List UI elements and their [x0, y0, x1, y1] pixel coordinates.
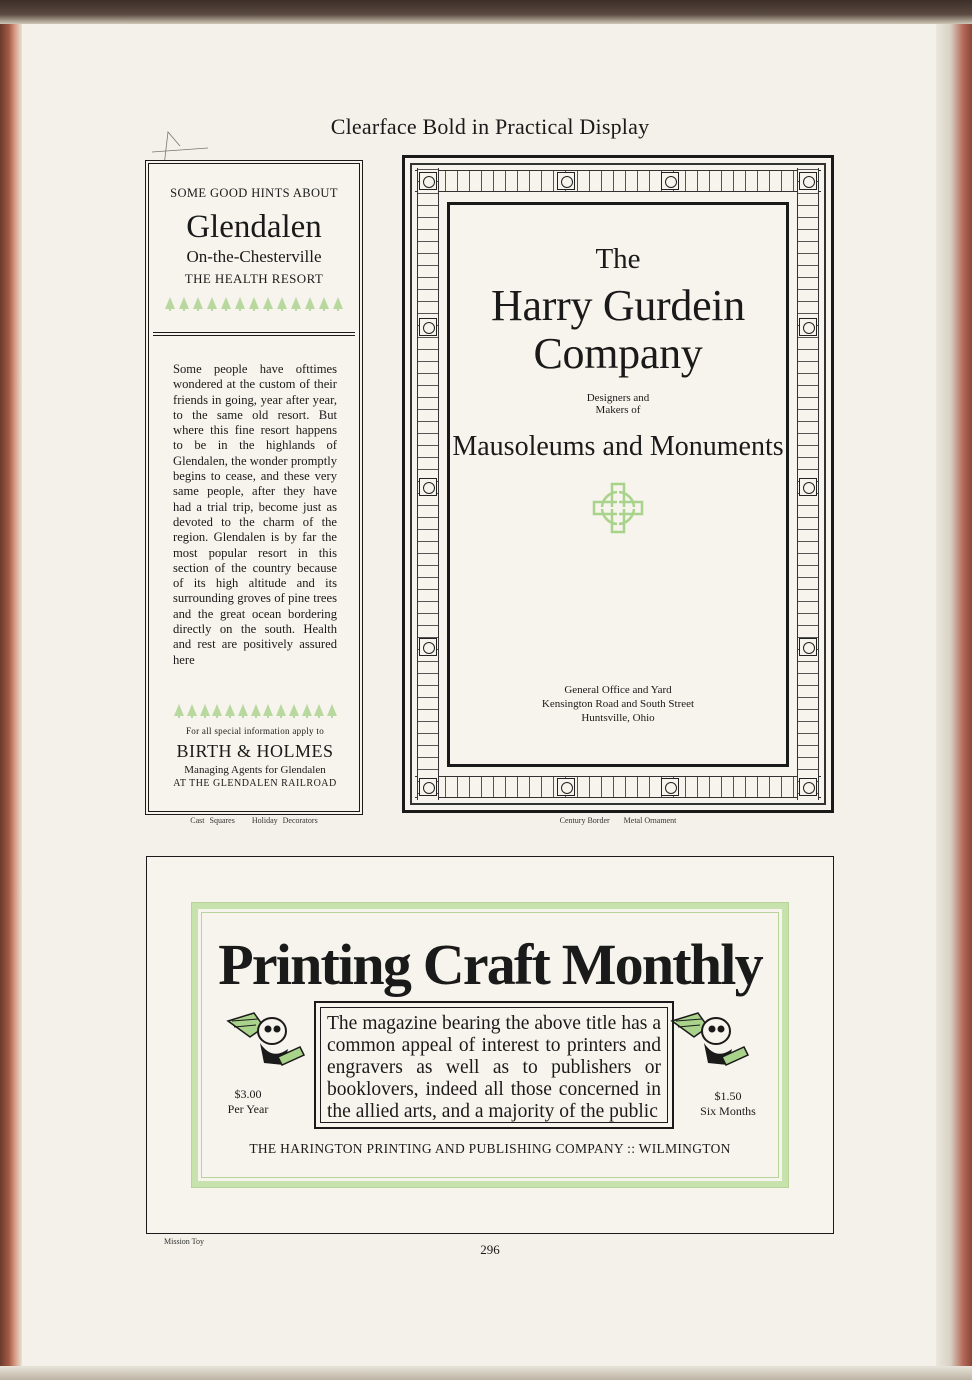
glendalen-advertisement — [145, 160, 363, 815]
half-year-price — [688, 1089, 768, 1119]
corner-medallion-icon — [419, 172, 437, 190]
century-border-bottom — [415, 776, 821, 798]
pine-tree-icon — [206, 297, 218, 311]
glendalen-footer — [173, 726, 337, 789]
hints-line: SOME GOOD HINTS ABOUT — [170, 186, 338, 200]
owl-mascot-icon — [668, 1007, 754, 1073]
designers-line-1: Designers and — [586, 392, 650, 404]
caption-metal-ornament: Metal Ornament — [623, 816, 677, 825]
pine-tree-icon — [288, 704, 299, 718]
magazine-description-box — [314, 1001, 674, 1129]
pine-tree-ornament-row — [153, 297, 355, 311]
harry-gurdein-advertisement — [402, 155, 834, 813]
product-line: Mausoleums and Monuments — [452, 431, 784, 462]
pine-tree-icon — [248, 297, 260, 311]
pine-tree-icon — [290, 297, 302, 311]
address-line-3: Huntsville, Ohio — [581, 712, 655, 724]
page-heading: Clearface Bold in Practical Display — [330, 114, 650, 139]
book-spine-edge — [0, 24, 22, 1380]
designers-line — [450, 392, 786, 416]
border-medallion-icon — [661, 172, 679, 190]
metal-ornament-icon — [590, 480, 646, 536]
border-medallion-icon — [419, 318, 437, 336]
half-year-price-amount: $1.50 — [714, 1089, 742, 1103]
border-medallion-icon — [799, 638, 817, 656]
yearly-price-amount: $3.00 — [234, 1087, 262, 1101]
pine-tree-icon — [237, 704, 248, 718]
pine-tree-icon — [250, 704, 261, 718]
magazine-title: Printing Craft Monthly — [218, 932, 762, 997]
glendalen-subtitle: On-the-Chesterville — [186, 247, 322, 266]
publisher-line: THE HARINGTON PRINTING AND PUBLISHING COMPANY :: WILMINGTON — [249, 1141, 731, 1156]
pine-tree-icon — [173, 704, 184, 718]
the-word: The — [595, 243, 641, 275]
corner-medallion-icon — [799, 778, 817, 796]
page-top-edge — [0, 0, 972, 24]
pine-tree-icon — [224, 704, 235, 718]
century-border-top — [415, 170, 821, 192]
pine-tree-icon — [262, 704, 273, 718]
pine-tree-icon — [211, 704, 222, 718]
resort-line: THE HEALTH RESORT — [184, 271, 324, 286]
caption-century-border: Century Border — [559, 816, 610, 825]
pine-tree-icon — [276, 297, 288, 311]
pine-tree-icon — [234, 297, 246, 311]
address-line-1: General Office and Yard — [564, 684, 672, 696]
right-caption — [402, 816, 834, 825]
caption-cast-squares: Cast Squares — [190, 816, 235, 825]
border-medallion-icon — [419, 478, 437, 496]
pine-tree-icon — [301, 704, 312, 718]
page-fore-edge — [936, 24, 972, 1380]
company-name: Harry Gurdein Company — [491, 281, 745, 378]
address-line-2: Kensington Road and South Street — [541, 698, 695, 710]
firm-name: BIRTH & HOLMES — [176, 741, 334, 761]
designers-line-2: Makers of — [595, 404, 641, 416]
green-frame — [192, 903, 788, 1187]
border-medallion-icon — [557, 778, 575, 796]
pine-tree-icon — [192, 297, 204, 311]
left-caption — [145, 816, 363, 825]
pine-tree-icon — [275, 704, 286, 718]
pine-tree-icon — [326, 704, 337, 718]
pine-tree-icon — [262, 297, 274, 311]
yearly-price-period: Per Year — [227, 1102, 269, 1116]
pine-tree-icon — [178, 297, 190, 311]
pine-tree-icon — [313, 704, 324, 718]
owl-mascot-icon — [224, 1007, 310, 1073]
pine-tree-icon — [304, 297, 316, 311]
pine-tree-icon — [332, 297, 344, 311]
company-address — [450, 683, 786, 725]
glendalen-body-text: Some people have ofttimes wondered at the custom of their friends in going, year after year, to the same old resort. But where this fine resort happens to be in the highlands of Glendalen, the wonder promptly begins to cease, and these very same people, after they have had a trial trip, become just as devoted to the charm of the region. Glendalen is by far the most popular resort in this section of the country because of its high altitude and its surrounding groves of pine trees and the great ocean bordering directly on the south. Health and rest are positively assured here — [173, 362, 337, 667]
caption-holiday-decorators: Holiday Decorators — [251, 816, 318, 825]
printing-craft-monthly-advertisement — [146, 856, 834, 1234]
pine-tree-icon — [186, 704, 197, 718]
half-year-price-period: Six Months — [700, 1104, 756, 1118]
yearly-price — [208, 1087, 288, 1117]
page-number: 296 — [480, 1242, 500, 1257]
border-medallion-icon — [799, 478, 817, 496]
border-medallion-icon — [419, 638, 437, 656]
bottom-caption: Mission Toy — [164, 1237, 204, 1246]
pine-tree-icon — [164, 297, 176, 311]
border-medallion-icon — [799, 318, 817, 336]
pine-tree-icon — [220, 297, 232, 311]
glendalen-title: Glendalen — [186, 209, 322, 245]
corner-medallion-icon — [799, 172, 817, 190]
corner-medallion-icon — [419, 778, 437, 796]
apply-line: For all special information apply to — [185, 726, 325, 736]
pine-tree-icon — [318, 297, 330, 311]
border-medallion-icon — [661, 778, 679, 796]
railroad-line: AT THE GLENDALEN RAILROAD — [173, 778, 337, 789]
glendalen-header-box — [153, 168, 355, 336]
gurdein-content-panel — [447, 202, 789, 767]
agents-line: Managing Agents for Glendalen — [184, 764, 326, 776]
page-bottom-edge — [0, 1366, 972, 1380]
pine-tree-ornament-row — [173, 704, 337, 718]
border-medallion-icon — [557, 172, 575, 190]
magazine-description: The magazine bearing the above title has a common appeal of interest to printers and engravers as well as to publishers or booklovers, indeed all those concerned in the allied arts, and a majority of the public — [320, 1007, 668, 1123]
pine-tree-icon — [199, 704, 210, 718]
